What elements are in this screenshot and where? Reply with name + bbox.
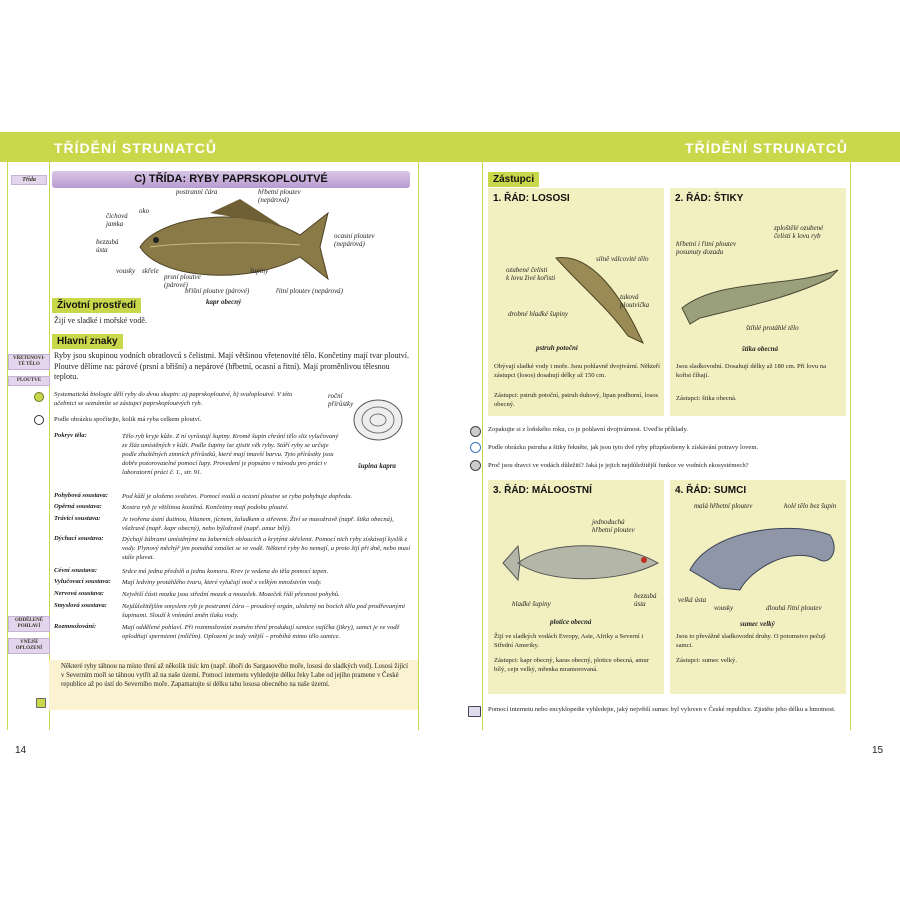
- label-telo: štíhlé protáhlé tělo: [746, 324, 799, 332]
- right-page-number: 15: [872, 745, 884, 756]
- label-drobne: drobné hladké šupiny: [508, 310, 569, 318]
- left-page-number: 14: [15, 745, 27, 756]
- label-hrbet: malá hřbetní ploutev: [694, 502, 753, 510]
- panel-text: Jsou sladkovodní. Dosahují délky až 180 cm. Při lovu na kořist číhají.: [676, 363, 826, 379]
- label-zuby: ozubené čelisti k lovu živé kořisti: [506, 266, 556, 282]
- panel-title: 3. ŘÁD: MÁLOOSTNÍ: [493, 485, 592, 496]
- label-prirustky: roční přírůstky: [328, 392, 354, 408]
- label-supiny: šupiny: [250, 267, 269, 275]
- panel-text: Jsou to převážně sladkovodní druhy. O potomstvo pečují samci.: [676, 633, 826, 649]
- label-ocasni: ocasní ploutev (nepárová): [334, 232, 375, 248]
- row-key: Pokryv těla:: [54, 432, 87, 439]
- catfish-illustration: [680, 510, 840, 600]
- z-icon: [36, 698, 46, 708]
- row-value: Pod kůží je uloženo svalstvo. Pomocí svalů a ocasní ploutve se ryba pohybuje dopředu.: [122, 493, 353, 500]
- side-tag-vretenovite: VŘETENOVI- TÉ TĚLO: [8, 354, 50, 370]
- row-key: Opěrná soustava:: [54, 503, 102, 510]
- panel-zastupci: Zástupci: sumec velký.: [676, 657, 737, 664]
- row-value: Dýchají žábrami umístěnými na žaberních obloucích a krytými skřelemi. Pomocí nich ryby získávají kyslík z vody. Plynový měchýř jim pomáhá vznášet se ve vodě. Některé ryby ho nemají, a proto žijí při dně, nebo musí stále plavat.: [122, 536, 411, 561]
- label-prsni: prsní ploutve (párové): [164, 273, 201, 289]
- hlavni-znaky-text: Ryby jsou skupinou vodních obratlovců s čelistmi. Mají většinou vřetenovité tělo. Končetiny mají tvar ploutví. Ploutve dělíme na: párové (prsní a břišní) a nepárové (hřbetní, ocasní a řitní). Mají proměnlivou tělesnou teplotu.: [54, 351, 409, 381]
- question-2: Podle obrázku pstruha a štiky řekněte, jak jsou tyto dvě ryby přizpůsobeny k získávání potravy lovem.: [488, 444, 759, 451]
- row-value: Nejdůležitějším smyslem ryb je postranní čára – proudový orgán, uložený na bocích těla pod prodřevanými šupinami. Slouží k vnímání změn tlaku vody.: [122, 603, 405, 619]
- zivotni-prostredi-heading: Životní prostředí: [52, 298, 141, 313]
- right-page-edge: [482, 162, 483, 730]
- owl-icon: [470, 460, 481, 471]
- label-postranni: postranní čára: [176, 188, 218, 196]
- pike-illustration: [680, 258, 840, 328]
- panel-title: 2. ŘÁD: ŠTIKY: [675, 193, 744, 204]
- label-usta: bezzubá ústa: [634, 592, 657, 608]
- side-tag-oddelene: ODDĚLENÉ POHLAVÍ: [8, 616, 50, 632]
- row-key: Nervová soustava:: [54, 590, 104, 597]
- row-key: Trávicí soustava:: [54, 515, 101, 522]
- owl-icon: [470, 426, 481, 437]
- class-title: C) TŘÍDA: RYBY PAPRSKOPLOUTVÉ: [52, 171, 410, 188]
- row-key: Pohybová soustava:: [54, 492, 109, 499]
- zastupci-heading: Zástupci: [488, 172, 539, 187]
- row-key: Smyslová soustava:: [54, 602, 107, 609]
- label-hrbet: jednoduchá hřbetní ploutev: [592, 518, 635, 534]
- question-3: Proč jsou dravci ve vodách důležití? Jaká je jejich nejdůležitější funkce ve vodních ekosystémech?: [488, 462, 749, 469]
- question-4: Pomocí internetu nebo encyklopedie vyhledejte, jaký největší sumec byl vyloven v České republice. Zjistěte jeho délku a hmotnost.: [488, 706, 836, 713]
- panel-sumci: [670, 480, 846, 694]
- label-cichova: čichová jamka: [106, 212, 128, 228]
- carp-illustration: [130, 195, 330, 295]
- zivotni-prostredi-text: Žijí ve sladké i mořské vodě.: [54, 316, 147, 325]
- label-supiny: hladké šupiny: [512, 600, 551, 608]
- computer-icon: [468, 706, 481, 717]
- row-value: Kostra ryb je většinou kostěná. Končetiny mají podobu ploutví.: [122, 504, 289, 511]
- panel-stiky: [670, 188, 846, 416]
- right-margin-line: [850, 162, 851, 730]
- scale-caption: šupina kapra: [358, 462, 396, 470]
- roach-caption: plotice obecná: [550, 618, 592, 626]
- label-hrbet: hřbetní i řitní ploutev posunuty dozadu: [676, 240, 737, 256]
- label-zuby: zploštělé ozubené čelisti k lovu ryb: [774, 224, 824, 240]
- label-usta: velká ústa: [678, 596, 707, 604]
- label-skrele: skřele: [142, 267, 159, 275]
- row-key: Vylučovací soustava:: [54, 578, 111, 585]
- label-brisni: břišní ploutve (párové): [185, 287, 250, 295]
- systematika-text: Systematická biologie dělí ryby do dvou skupin: a) paprskoploutvé, b) svaloploutvé. V této učebnici se seznámíte se zástupci paprskoploutvých ryb.: [54, 391, 293, 407]
- panel-text: Žijí ve sladkých vodách Evropy, Asie, Afriky a Severní i Střední Ameriky.: [494, 633, 644, 649]
- label-ritni: řitní ploutev (nepárová): [276, 287, 344, 295]
- panel-zastupci: Zástupci: pstruh potoční, pstruh duhový, lipan podhorní, losos obecný.: [494, 392, 659, 408]
- row-value: Srdce má jednu předsíň a jednu komoru. Krev je vedena do těla pomocí tepen.: [122, 568, 329, 575]
- row-key: Dýchací soustava:: [54, 535, 104, 542]
- question-1: Zopakujte si z loňského roku, co je pohlavní dvojtvárnost. Uveďte příklady.: [488, 426, 688, 433]
- panel-title: 1. ŘÁD: LOSOSI: [493, 193, 570, 204]
- carp-caption: kapr obecný: [206, 298, 242, 306]
- row-key: Rozmnožování:: [54, 623, 97, 630]
- row-value: Tělo ryb kryje kůže. Z ní vyrůstají šupiny. Kromě šupin chrání tělo sliz vylučovaný ze žláz umístěných v kůži. Podle šupiny lze zjistit věk ryby. Stáří ryby se určuje podle zhuštěných zimních přírůstků, které mají tmavší barvu. Tyto přírůstky jsou dobře pozorovatelné pomocí lupy. Provedení je popsáno v návodu pro práci v laboratorní práci č. 1., str. 91.: [122, 433, 339, 476]
- note-text: Některé ryby táhnou na místo tření až několik tisíc km (např. úhoři do Sargasového moře, lososi do sladkých vod). Lososi žijící v Severním moři se táhnou vytřít až na naše území. Pomocí internetu vyhledejte délku řeky Labe od jejího pramene v České republice až po ústí do Severního moře. Zapamatujte si délku tahu lososa obecného na naše území.: [61, 663, 409, 688]
- side-tag-vnejsi: VNĚJŠÍ OPLOZENÍ: [8, 638, 50, 654]
- label-ritni: dlouhá řitní ploutev: [766, 604, 822, 612]
- panel-zastupci: Zástupci: kapr obecný, karas obecný, plotice obecná, amur bílý, cejn velký, mřenka mramorovaná.: [494, 657, 649, 673]
- side-tag-ploutve: PLOUTVE: [8, 376, 50, 386]
- label-tukova: tuková ploutvička: [620, 293, 650, 309]
- label-bezzuba: bezzubá ústa: [96, 238, 119, 254]
- label-oko: oko: [139, 207, 150, 215]
- row-value: Mají ledviny protáhlého tvaru, které vylučují moč s velkým množstvím vody.: [122, 579, 322, 586]
- row-value: Je tvořena ústní dutinou, hltanem, jícnem, žaludkem a střevem. Živí se masožravě (např. štika obecná), všežravě (např. kapr obecný), nebo býložravě (např. amur bílý).: [122, 516, 394, 532]
- trida-tag: Třída: [11, 175, 47, 185]
- panel-title: 4. ŘÁD: SUMCI: [675, 485, 747, 496]
- roach-illustration: [498, 538, 658, 588]
- hlavni-znaky-heading: Hlavní znaky: [52, 334, 123, 349]
- catfish-caption: sumec velký: [740, 620, 775, 628]
- left-chapter-title: TŘÍDĚNÍ STRUNATCŮ: [54, 140, 217, 156]
- panel-lososi: [488, 188, 664, 416]
- row-key: Cévní soustava:: [54, 567, 98, 574]
- panel-zastupci: Zástupci: štika obecná.: [676, 395, 737, 402]
- info-icon: [34, 392, 44, 402]
- label-vousky: vousky: [714, 604, 734, 612]
- label-hrbetni: hřbetní ploutev (nepárová): [258, 188, 301, 204]
- row-value: Mají oddělené pohlaví. Při rozmnožování zvaném tření produkují samice vajíčka (jikry), samci je ve vodě oplodňují spermiemi (mlíčím). Oplození je tedy vnější – probíhá mimo tělo samice.: [122, 624, 400, 640]
- pike-caption: štika obecná: [742, 345, 778, 353]
- panel-text: Obývají sladké vody i moře. Jsou pohlavně dvojtvární. Někteří zástupci (losos) dosahují délky až 150 cm.: [494, 363, 660, 379]
- label-telo: silně válcovité tělo: [596, 255, 649, 263]
- magnifier-icon: [470, 442, 481, 453]
- chapter-banner: [0, 132, 900, 162]
- panel-maloostni: [488, 480, 664, 694]
- note-box: [49, 660, 418, 710]
- label-telo: holé tělo bez šupin: [784, 502, 837, 510]
- right-chapter-title: TŘÍDĚNÍ STRUNATCŮ: [685, 140, 848, 156]
- podle-obrazku-text: Podle obrázku spočítejte, kolik má ryba celkem ploutví.: [54, 416, 202, 423]
- question-icon: [34, 415, 44, 425]
- left-page-edge: [418, 162, 419, 730]
- label-vousky: vousky: [116, 267, 136, 275]
- trout-caption: pstruh potoční: [536, 344, 578, 352]
- carp-scale-illustration: [352, 398, 408, 444]
- row-value: Největší části mozku jsou střední mozek a mozeček. Mozeček řídí přesnost pohybů.: [122, 591, 340, 598]
